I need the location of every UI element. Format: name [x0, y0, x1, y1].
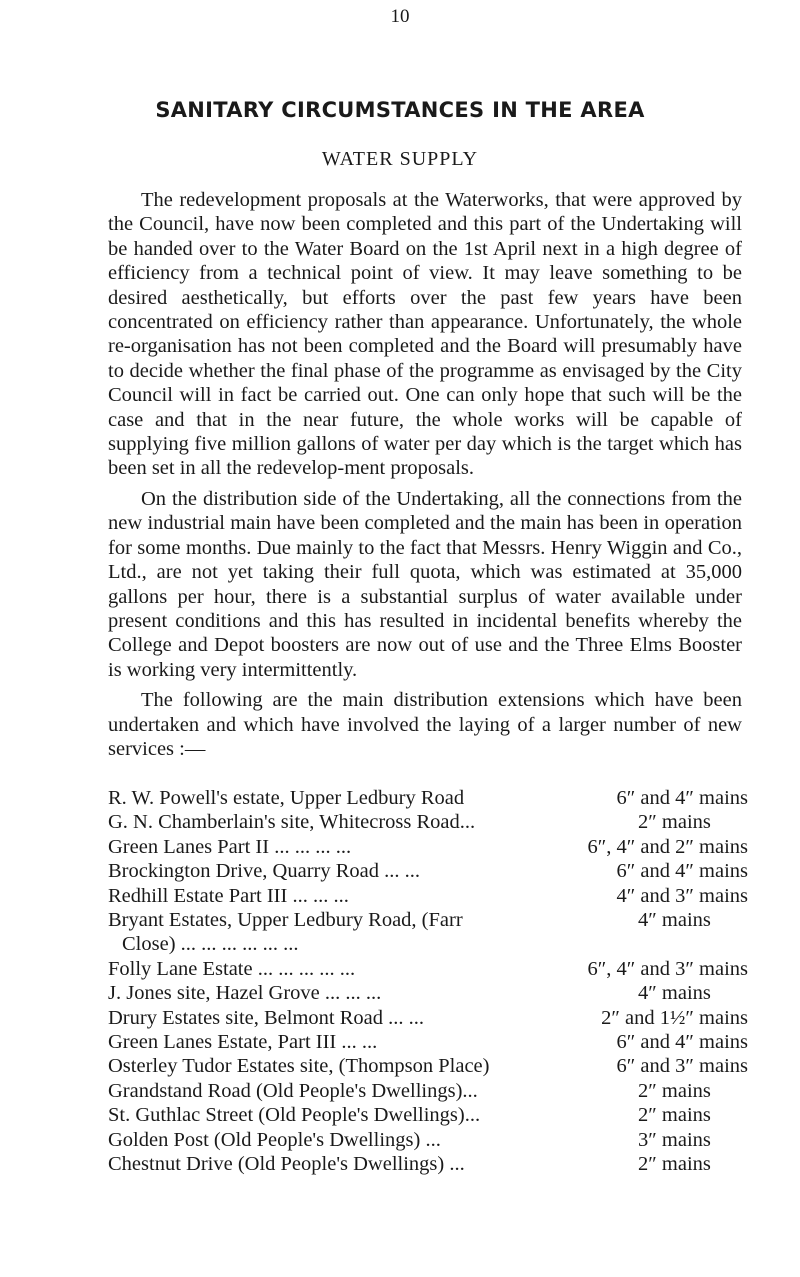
extension-location: Folly Lane Estate ... ... ... ... ...: [108, 957, 356, 980]
list-item: [108, 908, 748, 957]
paragraph: On the distribution side of the Undertaking, all the connections from the new industrial main have been completed and the main has been in operation for some months. Due mainly to the fact that Messrs. Henry Wiggin and Co., Ltd., are not yet taking their full quota, which was estimated at 35,000 gallons per hour, there is a substantial surplus of water available under present conditions and this has resulted in incidental benefits whereby the College and Depot boosters are now out of use and the Three Elms Booster is working very intermittently.: [108, 487, 742, 681]
extension-location: Redhill Estate Part III ... ... ...: [108, 884, 349, 907]
extension-location: Golden Post (Old People's Dwellings) ...: [108, 1128, 441, 1151]
extension-location: Green Lanes Part II ... ... ... ...: [108, 835, 352, 858]
extension-location: J. Jones site, Hazel Grove ... ... ...: [108, 982, 382, 1005]
list-item: [108, 1054, 748, 1078]
extension-mains: 2″ and 1½″ mains: [601, 1006, 748, 1029]
extension-location: [108, 908, 638, 957]
list-item: [108, 810, 748, 834]
extension-location: R. W. Powell's estate, Upper Ledbury Road: [108, 787, 465, 809]
page-number: 10: [390, 6, 410, 27]
extension-mains: 6″ and 3″ mains: [616, 1055, 748, 1078]
extension-location-continuation: Close) ... ... ... ... ... ...: [122, 933, 299, 956]
list-item: [108, 1103, 748, 1127]
list-item: [108, 1152, 748, 1176]
list-item: [108, 1079, 748, 1103]
extension-mains: 3″ mains: [638, 1128, 711, 1151]
section-heading: SANITARY CIRCUMSTANCES IN THE AREA: [155, 98, 645, 122]
list-item: [108, 1128, 748, 1152]
extension-location-line: Bryant Estates, Upper Ledbury Road, (Farr: [108, 909, 463, 932]
extension-location: Brockington Drive, Quarry Road ... ...: [108, 860, 420, 883]
extension-mains: 6″, 4″ and 2″ mains: [587, 835, 748, 858]
extension-mains: 6″, 4″ and 3″ mains: [587, 957, 748, 980]
list-item: [108, 835, 748, 859]
extension-mains: 4″ mains: [638, 982, 711, 1005]
list-item: [108, 1006, 748, 1030]
sub-heading: WATER SUPPLY: [321, 148, 479, 170]
list-item: [108, 786, 748, 810]
extension-location: St. Guthlac Street (Old People's Dwellings)...: [108, 1104, 481, 1127]
extensions-list: [108, 786, 748, 1177]
extension-mains: 2″ mains: [638, 1153, 711, 1176]
extension-location: G. N. Chamberlain's site, Whitecross Road...: [108, 811, 476, 834]
extension-mains: 2″ mains: [638, 811, 711, 834]
extension-location: Grandstand Road (Old People's Dwellings)...: [108, 1079, 478, 1102]
list-item: [108, 1030, 748, 1054]
extension-mains: 2″ mains: [638, 1079, 711, 1102]
extension-mains: 2″ mains: [638, 1104, 711, 1127]
list-item: [108, 859, 748, 883]
extension-location: Drury Estates site, Belmont Road ... ...: [108, 1006, 424, 1029]
extension-mains: 6″ and 4″ mains: [616, 860, 748, 883]
extension-location: Osterley Tudor Estates site, (Thompson Place): [108, 1055, 490, 1078]
extension-location: Green Lanes Estate, Part III ... ...: [108, 1031, 378, 1054]
extension-location: Chestnut Drive (Old People's Dwellings) ...: [108, 1153, 465, 1176]
list-item: [108, 957, 748, 981]
extension-mains: 4″ and 3″ mains: [616, 884, 748, 907]
extension-mains: 4″ mains: [638, 909, 711, 932]
list-item: [108, 884, 748, 908]
paragraph: The redevelopment proposals at the Waterworks, that were approved by the Council, have now been completed and this part of the Undertaking will be handed over to the Water Board on the 1st April next in a high degree of efficiency from a technical point of view. It may leave something to be desired aesthetically, but efforts over the past few years have been concentrated on efficiency rather than appearance. Unfortunately, the whole re-organisation has not been completed and the Board will presumably have to decide whether the final phase of the programme as envisaged by the City Council will in fact be carried out. One can only hope that such will be the case and that in the near future, the whole works will be capable of supplying five million gallons of water per day which is the target which has been set in all the redevelop-ment proposals.: [108, 189, 742, 480]
body-text: [108, 188, 742, 761]
paragraph: The following are the main distribution extensions which have been undertaken and which have involved the laying of a larger number of new services :—: [108, 689, 742, 760]
list-item: [108, 981, 748, 1005]
extension-mains: 6″ and 4″ mains: [616, 1031, 748, 1054]
extension-mains: 6″ and 4″ mains: [616, 787, 748, 809]
